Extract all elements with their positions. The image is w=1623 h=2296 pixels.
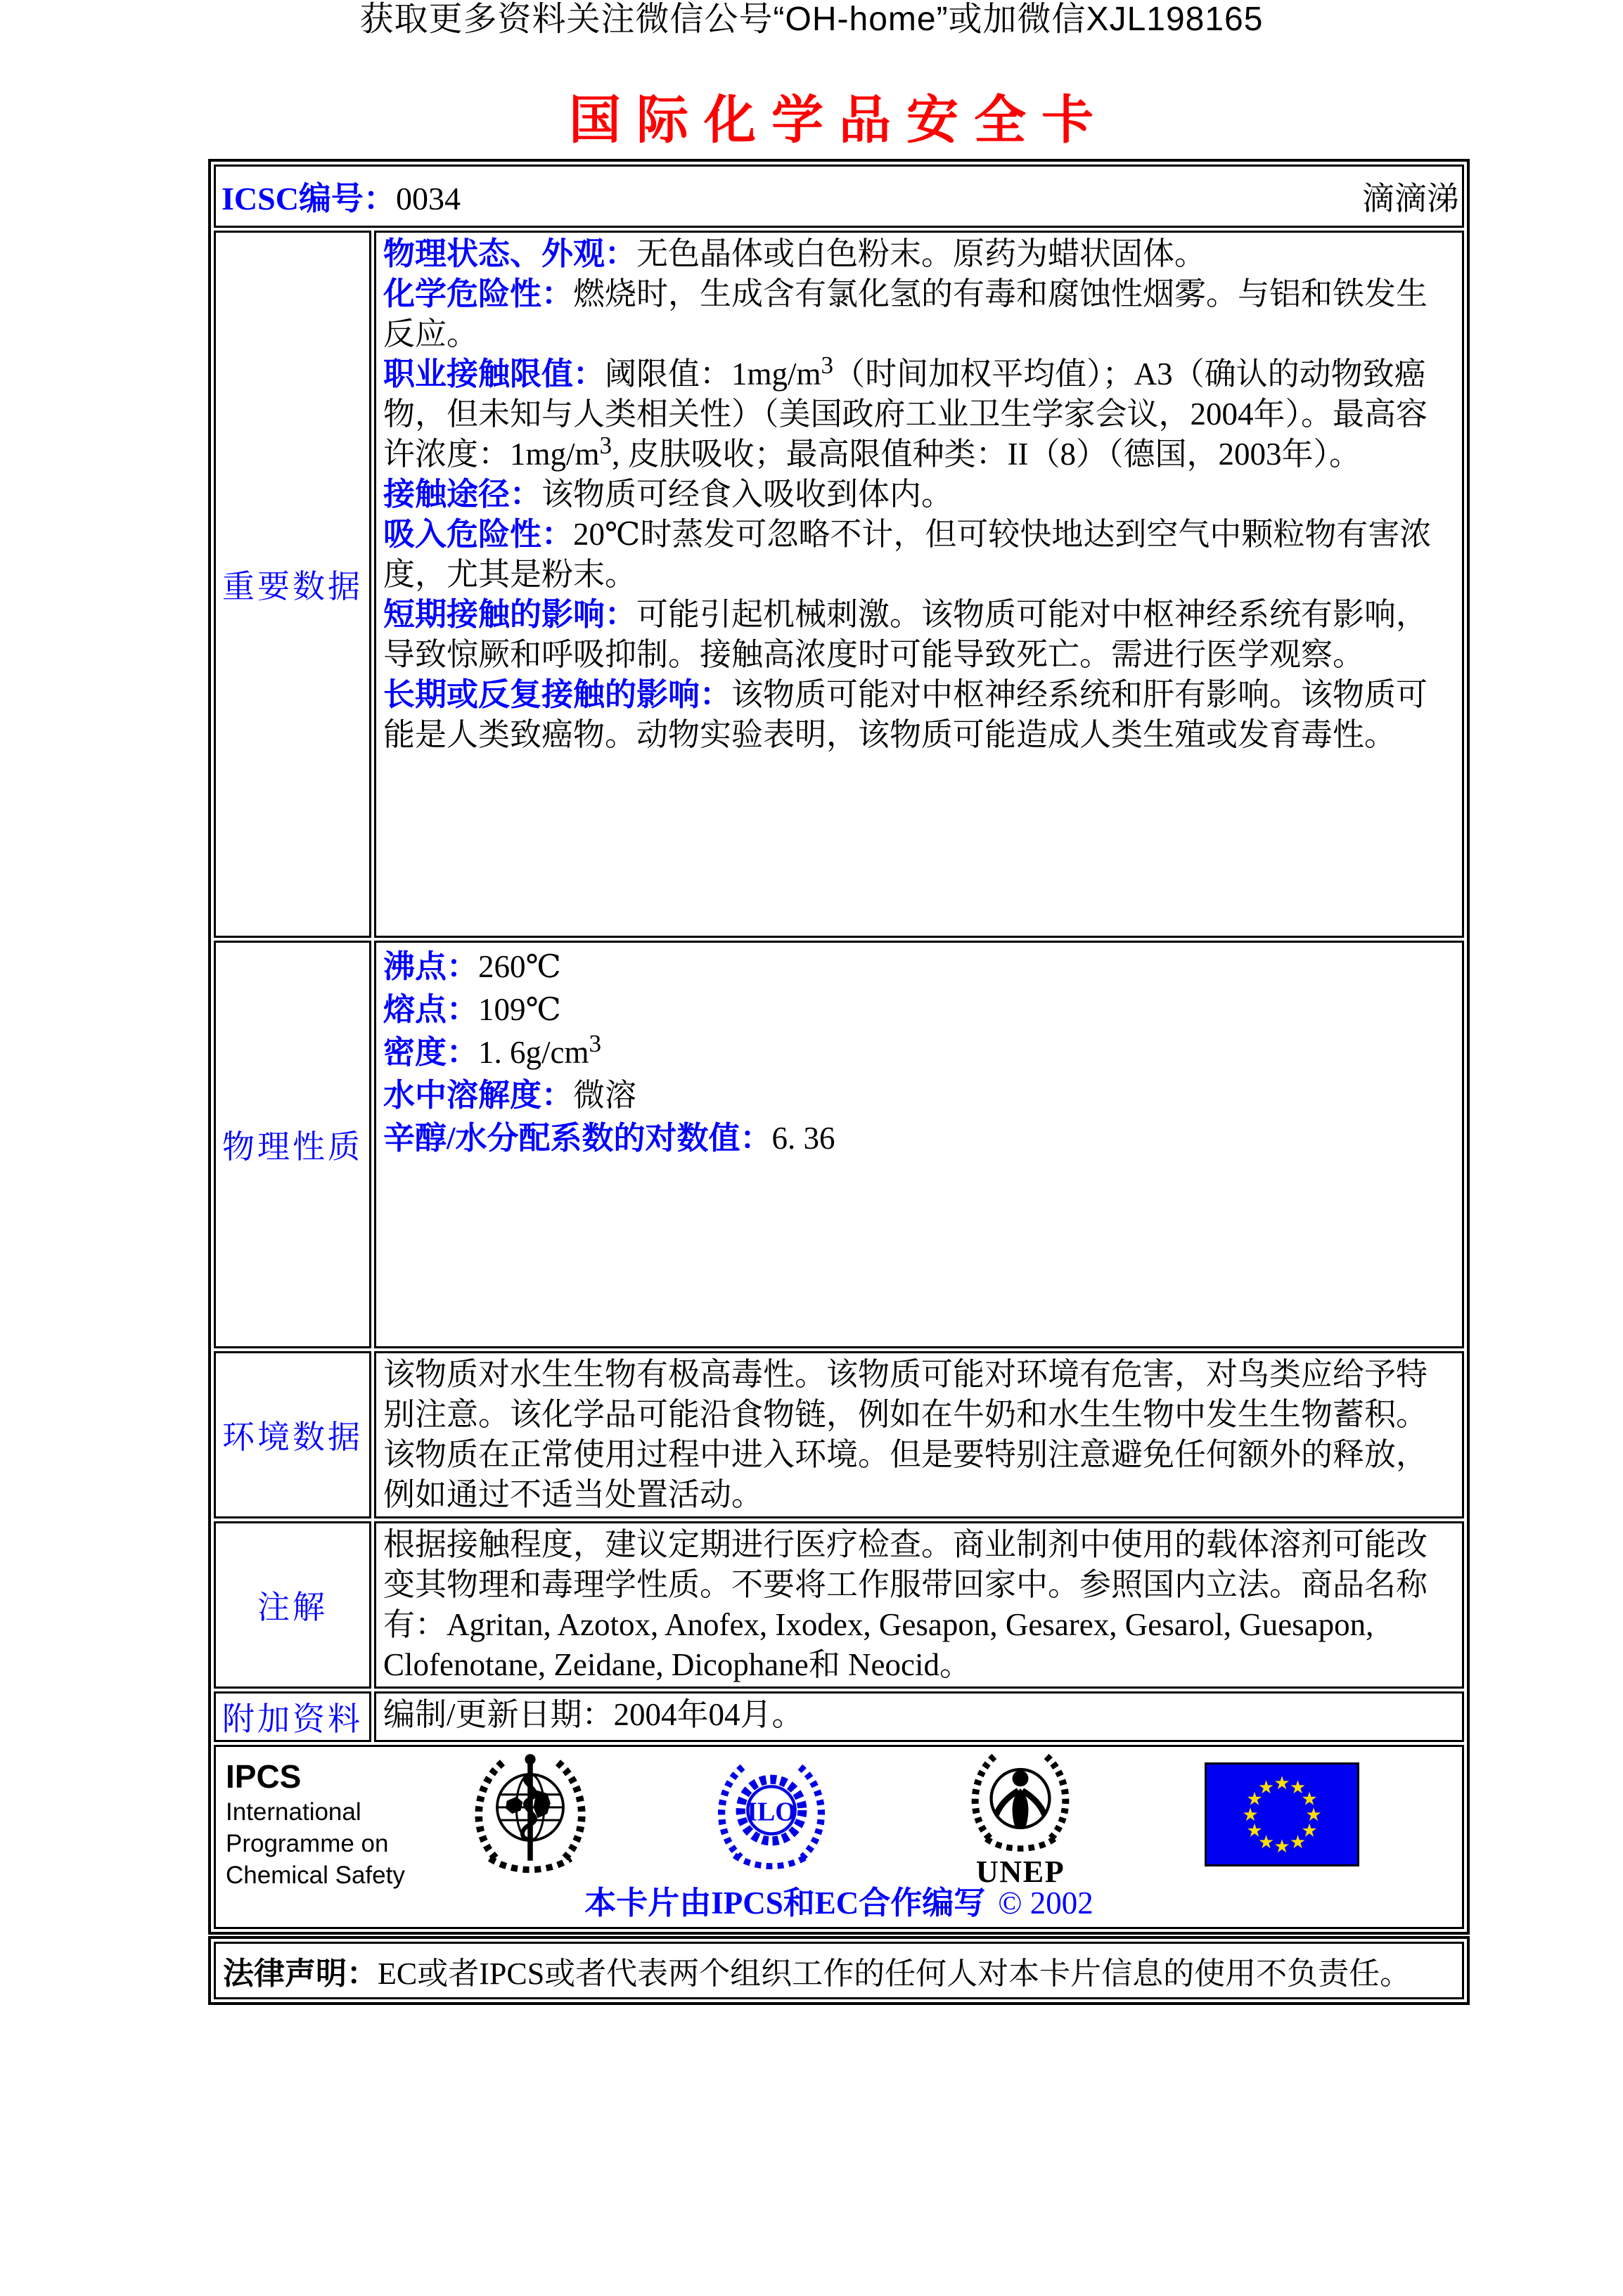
svg-text:★: ★ bbox=[1246, 1788, 1263, 1810]
important-data-row bbox=[214, 231, 1464, 938]
physical-properties-row bbox=[214, 941, 1464, 1348]
additional-info-content bbox=[374, 1691, 1464, 1742]
additional-info-text: 编制/更新日期：2004年04月。 bbox=[383, 1697, 804, 1732]
caption-text: 本卡片由IPCS和EC合作编写 bbox=[584, 1885, 986, 1921]
icsc-number-label: ICSC编号： bbox=[222, 181, 396, 217]
ilo-monogram-text: ILO bbox=[747, 1797, 796, 1827]
icsc-number-row bbox=[214, 165, 1464, 228]
important-item-chemical-danger: 化学危险性：燃烧时，生成含有氯化氢的有毒和腐蚀性烟雾。与铝和铁发生反应。 bbox=[383, 276, 1428, 352]
additional-info-row bbox=[214, 1691, 1464, 1742]
who-logo-icon bbox=[466, 1750, 594, 1878]
important-item-inhalation-risk: 吸入危险性：20℃时蒸发可忽略不计，但可较快地达到空气中颗粒物有害浓度，尤其是粉末。 bbox=[383, 517, 1432, 592]
important-item-exposure-routes: 接触途径：该物质可经食入吸收到体内。 bbox=[383, 477, 954, 512]
svg-text:★: ★ bbox=[1274, 1836, 1290, 1857]
footer-caption bbox=[216, 1877, 1462, 1923]
legal-notice-label: 法律声明： bbox=[223, 1956, 378, 1991]
footer-logos-cell bbox=[214, 1745, 1464, 1929]
icsc-number-cell bbox=[214, 165, 1464, 228]
svg-text:★: ★ bbox=[1289, 1777, 1307, 1798]
svg-text:★: ★ bbox=[1242, 1805, 1259, 1826]
legal-notice-cell bbox=[214, 1942, 1464, 1999]
icsc-number-value: 0034 bbox=[395, 181, 461, 217]
physical-properties-content bbox=[374, 941, 1464, 1348]
section-label-environmental-data: 环境数据 bbox=[214, 1351, 371, 1518]
footer-logos-row bbox=[214, 1745, 1464, 1929]
property-melting-point: 熔点：109℃ bbox=[383, 992, 561, 1027]
environmental-data-row bbox=[214, 1351, 1464, 1518]
important-item-short-term-effects: 短期接触的影响：可能引起机械刺激。该物质可能对中枢神经系统有影响，导致惊厥和呼吸抑制。接触高浓度时可能导致死亡。需进行医学观察。 bbox=[383, 597, 1428, 672]
ipcs-line3: Chemical Safety bbox=[226, 1862, 405, 1889]
property-density: 密度：1. $6g/cm^3$ bbox=[383, 1030, 602, 1070]
svg-text:★: ★ bbox=[1301, 1820, 1318, 1842]
important-item-long-term-effects: 长期或反复接触的影响：该物质可能对中枢神经系统和肝有影响。该物质可能是人类致癌物。动物实验表明，该物质可能造成人类生殖或发育毒性。 bbox=[383, 677, 1428, 752]
notes-text: 根据接触程度，建议定期进行医疗检查。商业制剂中使用的载体溶剂可能改变其物理和毒理学性质。不要将工作服带回家中。参照国内立法。商品名称有：Agritan, Azotox, Anofex, Ixodex, Gesapon, Gesarex, Gesarol, Guesapon, Clofenotane, Zeidane, Dicophane和 Neocid。 bbox=[383, 1527, 1428, 1682]
section-label-physical-properties: 物理性质 bbox=[214, 941, 371, 1348]
svg-text:★: ★ bbox=[1289, 1832, 1307, 1853]
ipcs-line1: International bbox=[226, 1798, 361, 1826]
section-label-important-data: 重要数据 bbox=[214, 231, 371, 938]
eu-flag-icon bbox=[1205, 1762, 1359, 1866]
unep-logo-icon bbox=[960, 1748, 1081, 1889]
svg-text:★: ★ bbox=[1305, 1805, 1322, 1826]
icsc-card-table bbox=[208, 159, 1470, 1935]
svg-text:★: ★ bbox=[1274, 1773, 1290, 1794]
legal-notice-table bbox=[208, 1936, 1470, 2005]
svg-text:★: ★ bbox=[1257, 1832, 1275, 1853]
watermark-text: 获取更多资料关注微信公号“OH-home”或加微信XJL198165 bbox=[359, 1, 1264, 38]
property-logkow: 辛醇/水分配系数的对数值：6. 36 bbox=[383, 1121, 835, 1156]
legal-notice-row bbox=[214, 1942, 1464, 1999]
important-item-appearance: 物理状态、外观：无色晶体或白色粉末。原药为蜡状固体。 bbox=[383, 236, 1207, 271]
notes-row bbox=[214, 1521, 1464, 1689]
property-water-solubility: 水中溶解度：微溶 bbox=[383, 1078, 637, 1113]
notes-content bbox=[374, 1521, 1464, 1689]
section-label-notes: 注解 bbox=[214, 1521, 371, 1689]
important-item-occupational-limits: 职业接触限值：阈限值：$1mg/m^3$（时间加权平均值）；A3（确认的动物致癌物，但未知与人类相关性）（美国政府工业卫生学家会议，2004年）。最高容许浓度：$1mg/m^3$, 皮肤吸收；最高限值种类：II（8）（德国，2003年）。 bbox=[383, 352, 1428, 472]
legal-notice-text: EC或者IPCS或者代表两个组织工作的任何人对本卡片信息的使用不负责任。 bbox=[378, 1956, 1411, 1991]
ilo-logo-icon bbox=[710, 1757, 833, 1875]
svg-text:★: ★ bbox=[1257, 1777, 1275, 1798]
ipcs-text-block bbox=[226, 1757, 405, 1891]
chemical-name: 滴滴涕 bbox=[1362, 181, 1459, 217]
unep-wordmark-text: UNEP bbox=[975, 1855, 1065, 1889]
ipcs-acronym: IPCS bbox=[226, 1758, 302, 1795]
environmental-data-content bbox=[374, 1351, 1464, 1518]
svg-text:★: ★ bbox=[1301, 1788, 1318, 1810]
important-data-content bbox=[374, 231, 1464, 938]
environmental-data-text: 该物质对水生生物有极高毒性。该物质可能对环境有危害，对鸟类应给予特别注意。该化学品可能沿食物链，例如在牛奶和水生生物中发生生物蓄积。该物质在正常使用过程中进入环境。但是要特别注意避免任何额外的释放，例如通过不适当处置活动。 bbox=[383, 1357, 1428, 1512]
icsc-number-group bbox=[222, 173, 461, 219]
svg-text:★: ★ bbox=[1246, 1820, 1263, 1842]
section-label-additional-info: 附加资料 bbox=[214, 1691, 371, 1742]
page-title: 国际化学品安全卡 bbox=[569, 92, 1109, 150]
ipcs-line2: Programme on bbox=[226, 1830, 389, 1857]
copyright-text: © 2002 bbox=[998, 1885, 1093, 1921]
property-boiling-point: 沸点：260℃ bbox=[383, 949, 561, 984]
